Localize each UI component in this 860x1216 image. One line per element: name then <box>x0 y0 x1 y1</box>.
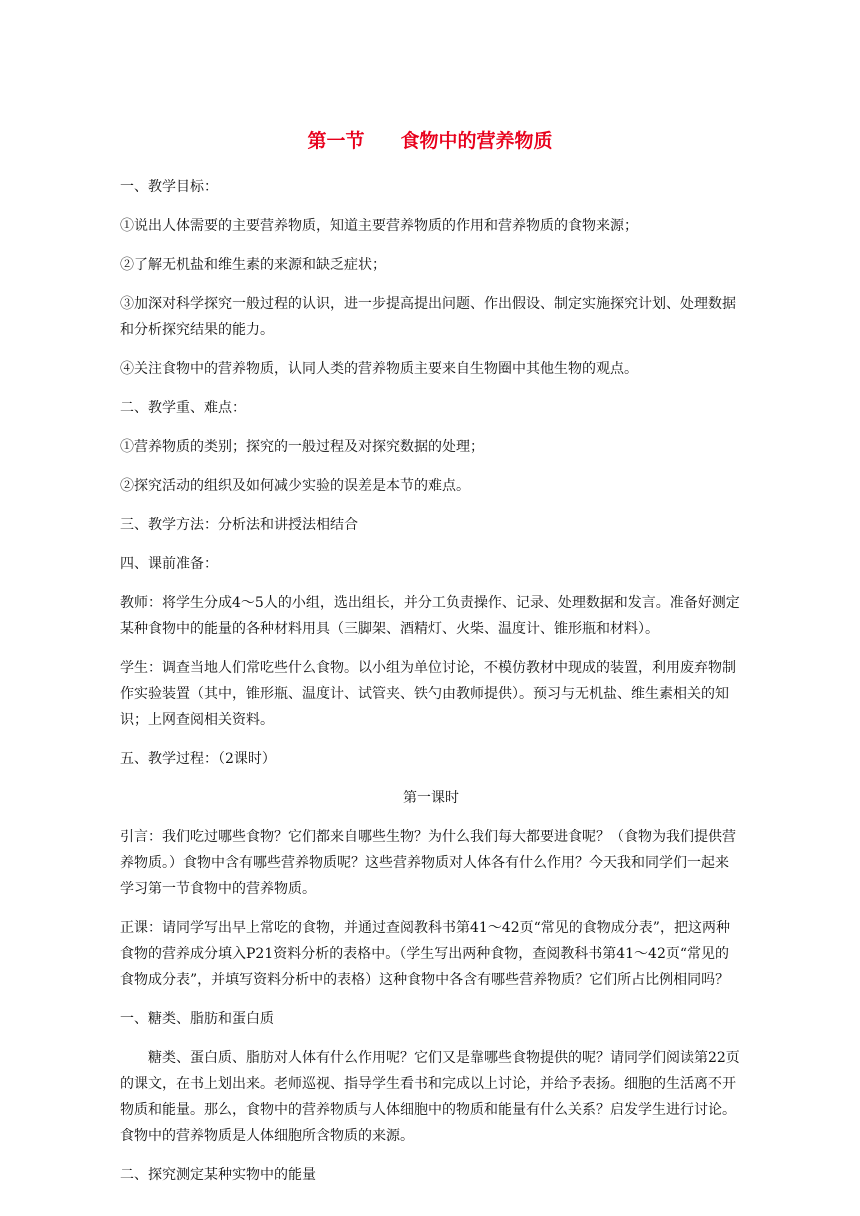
heading-preparation: 四、课前准备： <box>120 556 218 572</box>
main-lesson-paragraph: 正课：请同学写出早上常吃的食物，并通过查阅教科书第41～42页“常见的食物成分表”，把这两种食物的营养成分填入P21资料分析的表格中。（学生写出两种食物，查阅教科书第41～42页“常见的食物成分表”，并填写资料分析中的表格）这种食物中各含有哪些营养物质？它们所占比例相同吗？ <box>120 920 730 988</box>
objective-1: ①说出人体需要的主要营养物质，知道主要营养物质的作用和营养物质的食物来源； <box>120 218 638 234</box>
introduction-paragraph: 引言：我们吃过哪些食物？它们都来自哪些生物？为什么我们每大都要进食呢？（食物为我们提供营养物质。）食物中含有哪些营养物质呢？这些营养物质对人体各有什么作用？今天我和同学们一起来学习第一节食物中的营养物质。 <box>120 829 736 897</box>
heading-objectives: 一、教学目标： <box>120 179 218 195</box>
objective-2: ②了解无机盐和维生素的来源和缺乏症状； <box>120 257 386 273</box>
title-section-number: 第一节 <box>307 130 365 152</box>
title-section-name: 食物中的营养物质 <box>400 130 553 152</box>
key-point-2: ②探究活动的组织及如何减少实验的误差是本节的难点。 <box>120 478 470 494</box>
key-point-1: ①营养物质的类别；探究的一般过程及对探究数据的处理； <box>120 439 484 455</box>
lesson-one-heading: 第一课时 <box>403 790 459 806</box>
objective-3: ③加深对科学探究一般过程的认识，进一步提高提出问题、作出假设、制定实施探究计划、处理数据和分析探究结果的能力。 <box>120 296 736 338</box>
document-body <box>120 174 742 1201</box>
heading-process: 五、教学过程：（2课时） <box>120 751 276 767</box>
student-preparation: 学生：调查当地人们常吃些什么食物。以小组为单位讨论，不模仿教材中现成的装置，利用废弃物制作实验装置（其中，锥形瓶、温度计、试管夹、铁勺由教师提供）。预习与无机盐、维生素相关的知识；上网查阅相关资料。 <box>120 660 736 728</box>
heading-key-points: 二、教学重、难点： <box>120 400 246 416</box>
heading-nutrients: 一、糖类、脂肪和蛋白质 <box>120 1011 274 1027</box>
objective-4: ④关注食物中的营养物质，认同人类的营养物质主要来自生物圈中其他生物的观点。 <box>120 361 638 377</box>
heading-energy-inquiry: 二、探究测定某种实物中的能量 <box>120 1167 316 1183</box>
nutrients-paragraph: 糖类、蛋白质、脂肪对人体有什么作用呢？它们又是靠哪些食物提供的呢？请同学们阅读第22页的课文，在书上划出来。老师巡视、指导学生看书和完成以上讨论，并给予表扬。细胞的生活离不开物质和能量。那么，食物中的营养物质与人体细胞中的物质和能量有什么关系？启发学生进行讨论。食物中的营养物质是人体细胞所含物质的来源。 <box>120 1050 740 1144</box>
teacher-preparation: 教师：将学生分成4～5人的小组，选出组长，并分工负责操作、记录、处理数据和发言。准备好测定某种食物中的能量的各种材料用具（三脚架、酒精灯、火柴、温度计、锥形瓶和材料）。 <box>120 595 740 637</box>
heading-methods: 三、教学方法：分析法和讲授法相结合 <box>120 517 358 533</box>
page-title <box>0 126 860 153</box>
